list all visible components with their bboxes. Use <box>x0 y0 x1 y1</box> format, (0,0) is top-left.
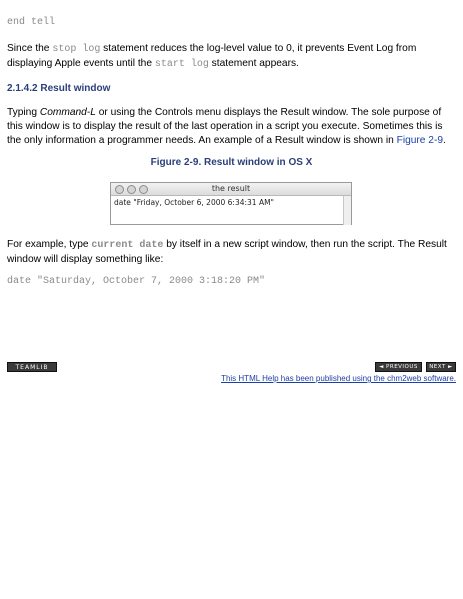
chm2web-footer-link[interactable]: This HTML Help has been published using the chm2web software. <box>221 374 456 383</box>
code-end-tell: end tell <box>7 17 56 28</box>
paragraph-current-date: For example, type current date by itself in a new script window, then run the script. The Result window will display something like: <box>7 239 447 265</box>
result-window-body <box>111 196 351 225</box>
inline-code-start-log: start log <box>154 59 209 70</box>
teamlib-logo[interactable]: TEAMLIB <box>7 362 57 372</box>
result-window-titlebar <box>111 183 351 196</box>
figure-title: Figure 2-9. Result window in OS X <box>150 157 313 168</box>
figure-2-9-link[interactable]: Figure 2-9 <box>396 135 444 146</box>
paragraph-stop-log: Since the stop log statement reduces the log-level value to 0, it prevents Event Log from displaying Apple events until the start log statement appears. <box>7 43 417 70</box>
inline-code-current-date: current date <box>91 240 164 251</box>
code-date-output: date "Saturday, October 7, 2000 3:18:20 PM" <box>7 276 266 287</box>
result-window-figure <box>110 182 352 225</box>
inline-code-stop-log: stop log <box>52 44 101 55</box>
section-heading: 2.1.4.2 Result window <box>7 83 111 94</box>
result-window-scrollbar <box>343 196 351 225</box>
result-window-title: the result <box>211 184 251 193</box>
next-button[interactable]: NEXT ► <box>426 362 456 372</box>
previous-button[interactable]: ◄ PREVIOUS <box>375 362 422 372</box>
result-window-content: date "Friday, October 6, 2000 6:34:31 AM" <box>114 198 275 207</box>
paragraph-result-window: Typing Command-L or using the Controls menu displays the Result window. The sole purpose of this window is to display the result of the last operation in a script you execute. Sometimes this is the only information a programmer needs. An example of a Result window is shown in Figure 2-9. <box>7 107 446 146</box>
